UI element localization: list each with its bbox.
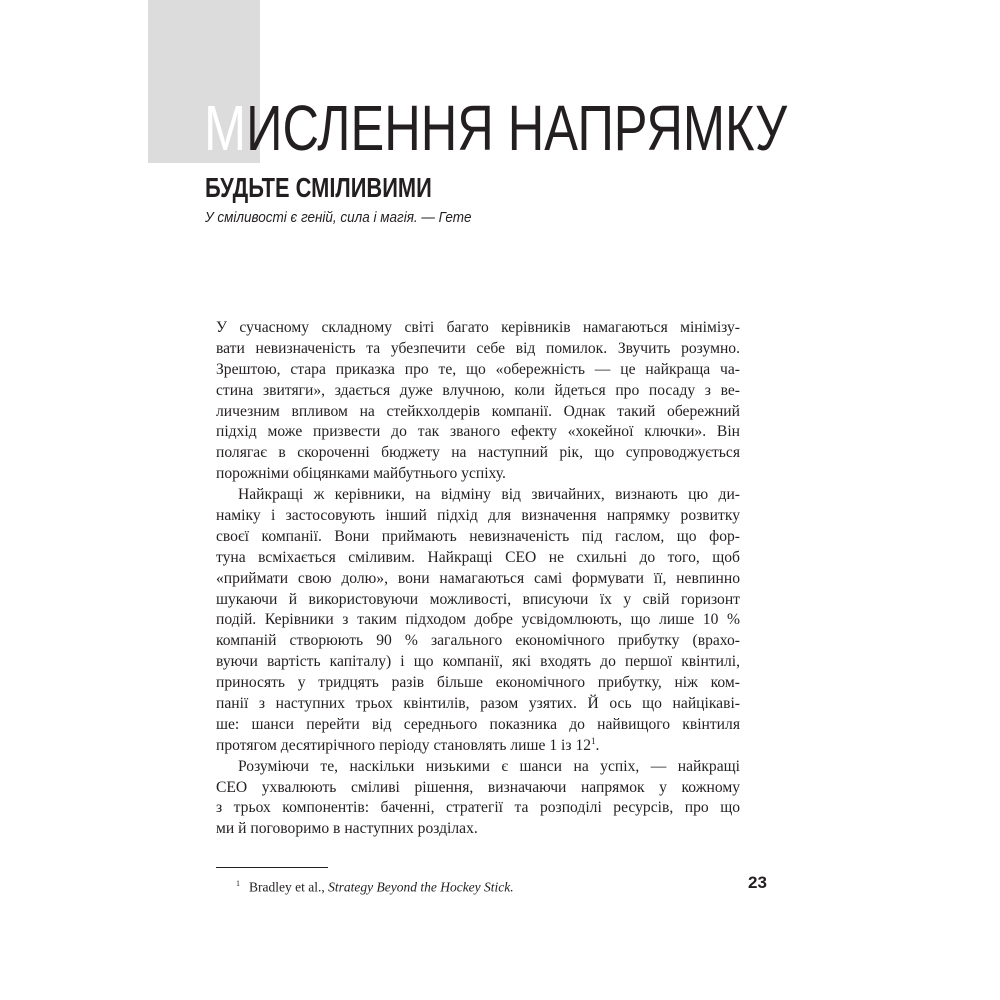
text-line bbox=[216, 798, 740, 819]
line-text: «приймати свою долю», вони намагаються самі формувати її, невпинно bbox=[216, 569, 740, 587]
line-text: панії з наступних трьох квінтилів, разом узятих. Й ось що найцікаві- bbox=[216, 695, 740, 713]
title-initial: М bbox=[204, 92, 247, 164]
text-line bbox=[216, 569, 740, 590]
text-line bbox=[216, 464, 740, 485]
line-text: приносять у тридцять разів більше економічного прибутку, ніж ком- bbox=[216, 674, 740, 692]
line-text: Найкращі ж керівники, на відміну від звичайних, визнають цю ди- bbox=[238, 486, 740, 504]
line-text: У сучасному складному світі багато керівників намагаються мінімізу- bbox=[216, 319, 740, 336]
line-text: вати невизначеність та убезпечити себе від помилок. Звучить розумно. bbox=[216, 339, 740, 357]
line-tail: . bbox=[595, 736, 600, 754]
text-line bbox=[216, 673, 740, 694]
line-text: стина звитяги», здається дуже влучною, коли йдеться про посаду з ве- bbox=[216, 381, 740, 399]
line-text: ми й поговоримо в наступних розділах. bbox=[216, 820, 478, 838]
text-line bbox=[216, 422, 740, 443]
footnote bbox=[236, 875, 514, 897]
footnote-title: Strategy Beyond the Hockey Stick. bbox=[328, 879, 514, 895]
line-text: з трьох компонентів: баченні, стратегії та розподілі ресурсів, про що bbox=[216, 799, 740, 817]
line-text: своєї компанії. Вони приймають невизначеність під гаслом, що фор- bbox=[216, 527, 740, 545]
title-rest: ИСЛЕННЯ НАПРЯМКУ bbox=[246, 92, 788, 164]
footnote-divider bbox=[216, 867, 328, 868]
body-text bbox=[216, 318, 740, 840]
line-text: Розуміючи те, наскільки низькими є шанси на успіх, — найкращі bbox=[238, 757, 740, 775]
text-line bbox=[216, 381, 740, 402]
line-text: подій. Керівники з таким підходом добре усвідомлюють, що лише 10 % bbox=[216, 611, 740, 629]
text-line bbox=[216, 631, 740, 652]
text-line bbox=[216, 590, 740, 611]
line-text: полягає в скороченні бюджету на наступний рік, що супроводжується bbox=[216, 444, 740, 462]
epigraph: У сміливості є геній, сила і магія. — Гете bbox=[205, 209, 472, 226]
page-number: 23 bbox=[748, 873, 767, 892]
section-subtitle: БУДЬТЕ СМІЛИВИМИ bbox=[205, 172, 432, 203]
line-text: личезним впливом на стейкхолдерів компанії. Однак такий обережний bbox=[216, 402, 740, 420]
text-line bbox=[216, 610, 740, 631]
text-line bbox=[216, 757, 740, 778]
line-text: CEO ухвалюють сміливі рішення, визначаючи напрямок у кожному bbox=[216, 778, 740, 796]
text-line bbox=[216, 318, 740, 339]
text-line bbox=[216, 715, 740, 736]
line-text: порожніми обіцянками майбутнього успіху. bbox=[216, 465, 506, 483]
text-line bbox=[216, 736, 740, 757]
text-line bbox=[216, 339, 740, 360]
footnote-mark: 1 bbox=[236, 879, 240, 888]
text-line bbox=[216, 819, 740, 840]
text-line bbox=[216, 443, 740, 464]
chapter-title bbox=[204, 92, 787, 164]
text-line bbox=[216, 548, 740, 569]
text-line bbox=[216, 506, 740, 527]
text-line bbox=[216, 360, 740, 381]
text-line bbox=[216, 402, 740, 423]
line-text: ше: шанси перейти від середнього показника до найвищого квінтиля bbox=[216, 715, 740, 733]
line-text: шукаючи й використовуючи можливості, вписуючи їх у свій горизонт bbox=[216, 590, 740, 608]
line-text: туна всміхається сміливим. Найкращі CEO не схильні до того, щоб bbox=[216, 548, 740, 566]
footnote-reference: 1 bbox=[591, 735, 596, 746]
text-line bbox=[216, 694, 740, 715]
text-line bbox=[216, 527, 740, 548]
line-text: протягом десятирічного періоду становлять лише 1 із 12 bbox=[216, 736, 592, 754]
text-line bbox=[216, 778, 740, 799]
line-text: Зрештою, стара приказка про те, що «обережність — це найкраща ча- bbox=[216, 360, 740, 378]
footnote-authors: Bradley et al., bbox=[249, 879, 329, 895]
text-line bbox=[216, 485, 740, 506]
text-line bbox=[216, 652, 740, 673]
line-text: вуючи вартість капіталу) і що компанії, які входять до першої квінтилі, bbox=[216, 653, 740, 671]
line-text: наміку і застосовують інший підхід для визначення напрямку розвитку bbox=[216, 507, 740, 525]
line-text: підхід може призвести до так званого ефекту «хокейної ключки». Він bbox=[216, 423, 740, 441]
line-text: компаній створюють 90 % загального економічного прибутку (врахо- bbox=[216, 632, 740, 650]
